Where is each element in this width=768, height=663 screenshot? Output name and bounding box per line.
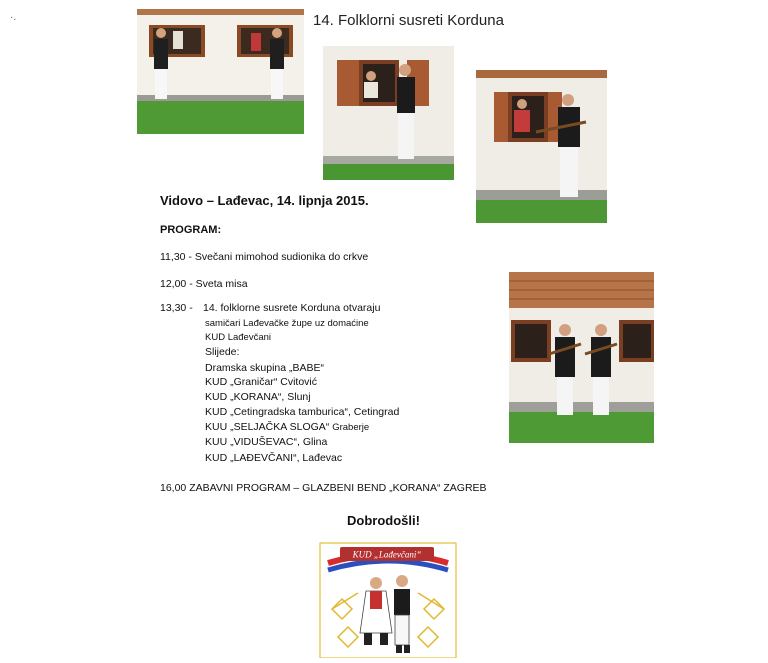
group-item: KUD „KORANA“, Slunj (205, 391, 311, 403)
program-item-1600: 16,00 ZABAVNI PROGRAM – GLAZBENI BEND „KORANA“ ZAGREB (160, 482, 487, 494)
program-heading: PROGRAM: (160, 224, 222, 236)
page-title: 14. Folklorni susreti Korduna (313, 12, 504, 29)
group-name: KUU „SELJAČKA SLOGA“ (205, 421, 330, 433)
photo-dancers-window-2 (323, 46, 454, 180)
event-date-location: Vidovo – Lađevac, 14. lipnja 2015. (160, 193, 369, 208)
group-place: Graberje (332, 422, 370, 433)
program-item-1330-line1: 14. folklorne susrete Korduna otvaraju (203, 302, 381, 314)
stray-mark: ·. (10, 12, 17, 23)
logo-banner-text: KUD „Lađevčani“ (352, 549, 422, 560)
photo-tamburica-players (509, 272, 654, 443)
photo-dancers-window-3 (476, 70, 607, 223)
photo-dancers-window-1 (137, 9, 304, 134)
program-item-1130: 11,30 - Svečani mimohod sudionika do crkve (160, 251, 369, 263)
group-item (205, 421, 369, 433)
program-item-1200: 12,00 - Sveta misa (160, 278, 248, 290)
program-item-1330-time: 13,30 - (160, 302, 193, 314)
follows-label: Slijede: (205, 346, 240, 358)
group-item: KUD „Graničar“ Cvitović (205, 376, 318, 388)
group-item: KUD „Cetingradska tamburica“, Cetingrad (205, 406, 400, 418)
group-item: Dramska skupina „BABE“ (205, 362, 325, 374)
welcome-text: Dobrodošli! (347, 513, 420, 528)
program-item-1330-line3: KUD Lađevčani (205, 332, 272, 343)
group-item: KUU „VIDUŠEVAC“, Glina (205, 436, 328, 448)
kud-ladevcani-logo (318, 541, 458, 658)
group-item: KUD „LAĐEVČANI“, Lađevac (205, 452, 343, 464)
program-item-1330-line2: samičari Lađevačke župe uz domaćine (205, 318, 369, 329)
